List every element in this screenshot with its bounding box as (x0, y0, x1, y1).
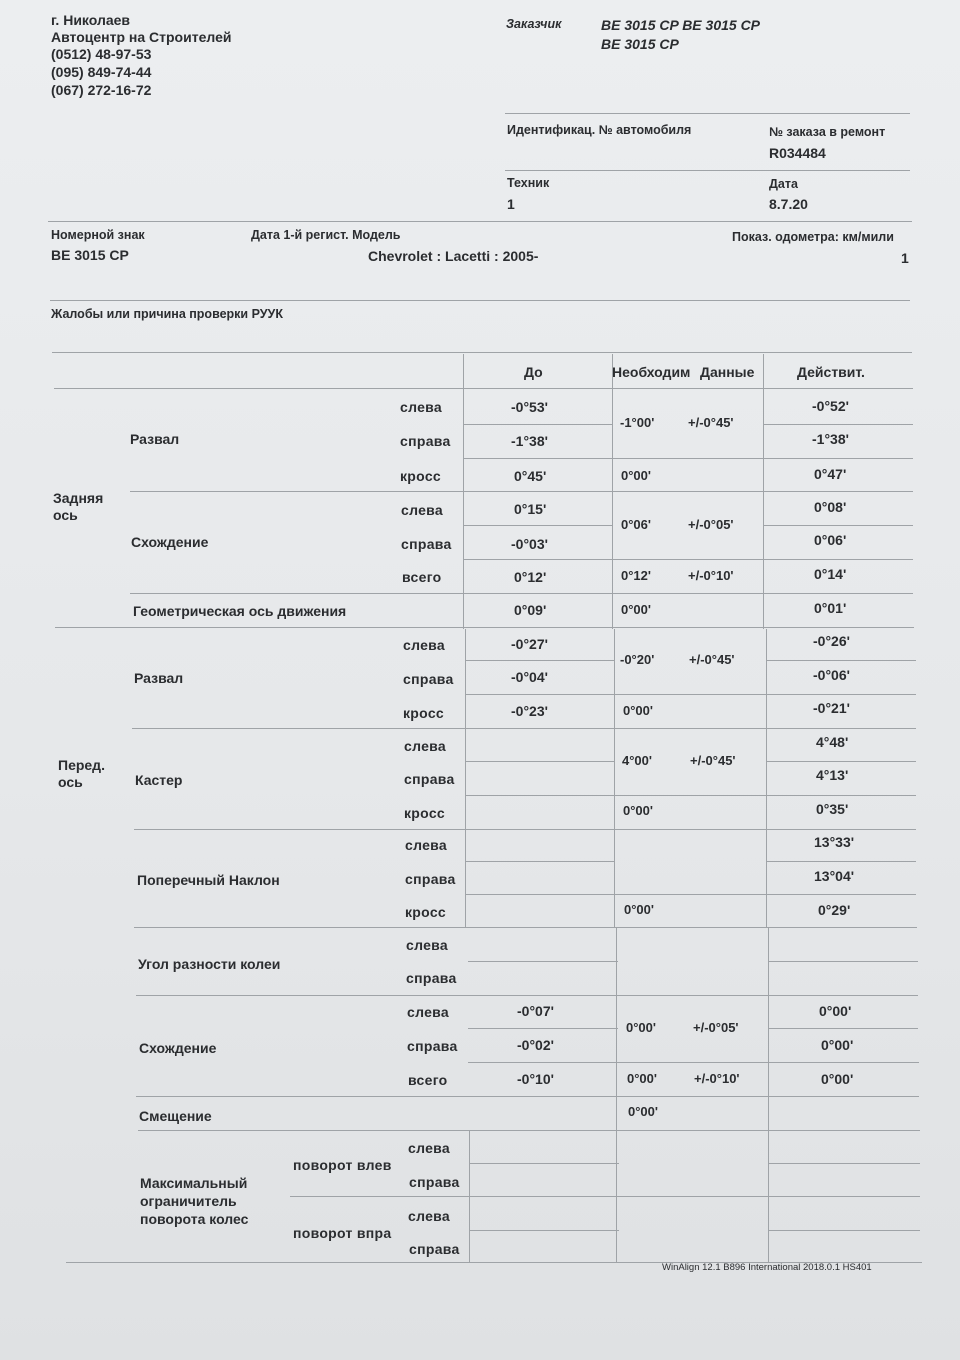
order-value: R034484 (769, 145, 826, 161)
value-cell: 0°45' (514, 468, 547, 484)
date-label: Дата (769, 177, 798, 191)
customer-label: Заказчик (506, 17, 562, 31)
reg-label: Дата 1-й регист. Модель (251, 228, 401, 242)
rear-toe-label: Схождение (131, 534, 209, 550)
row-divider (768, 1230, 920, 1231)
address-line: г. Николаев (51, 12, 131, 28)
row-divider (763, 424, 913, 425)
customer-value: BE 3015 CP BE 3015 CP (601, 17, 761, 33)
technician-value: 1 (507, 196, 515, 212)
front-axle-label: Перед. ось (58, 757, 105, 790)
value-cell: +/-0°10' (694, 1071, 740, 1086)
row-divider (130, 593, 913, 594)
value-cell: -0°03' (511, 536, 548, 552)
row-divider (469, 1230, 619, 1231)
plate-label: Номерной знак (51, 228, 145, 242)
plate-value: BE 3015 CP (51, 247, 129, 263)
value-cell: +/-0°45' (690, 753, 736, 768)
value-cell: 0°29' (818, 902, 851, 918)
column-divider (768, 927, 769, 1262)
value-cell: 4°00' (622, 753, 652, 768)
value-cell: 4°48' (816, 734, 849, 750)
value-cell: -0°04' (511, 669, 548, 685)
complaint-label: Жалобы или причина проверки РУУК (51, 307, 283, 321)
divider (505, 113, 910, 114)
row-divider (465, 694, 916, 695)
value-cell: -0°52' (812, 398, 849, 414)
row-divider (130, 491, 913, 492)
row-divider (766, 660, 916, 661)
col-actual: Действит. (797, 364, 865, 380)
odometer-label: Показ. одометра: км/мили (732, 230, 894, 244)
value-cell: +/-0°05' (688, 517, 734, 532)
value-cell: -0°02' (517, 1037, 554, 1053)
side-cross: кросс (400, 468, 441, 484)
row-divider (768, 1163, 920, 1164)
value-cell: -1°38' (812, 431, 849, 447)
value-cell: -0°27' (511, 636, 548, 652)
setback-label: Смещение (139, 1108, 212, 1124)
row-divider (766, 761, 916, 762)
side-right: справа (409, 1174, 460, 1190)
divider (505, 170, 910, 171)
column-divider (616, 927, 617, 1262)
rear-axle-label: Задняя ось (53, 490, 104, 523)
row-divider (468, 1062, 919, 1063)
row-divider (763, 525, 913, 526)
address-line: (0512) 48-97-53 (51, 46, 152, 62)
side-left: слева (405, 837, 447, 853)
value-cell: 0°00' (623, 703, 653, 718)
value-cell: 0°47' (814, 466, 847, 482)
side-total: всего (408, 1072, 448, 1088)
value-cell: 0°12' (621, 568, 651, 583)
value-cell: 0°00' (623, 803, 653, 818)
track-diff-label: Угол разности колеи (138, 956, 281, 972)
side-right: справа (401, 536, 452, 552)
value-cell: 0°12' (514, 569, 547, 585)
max-steer-label: поворота колес (140, 1211, 249, 1227)
side-right: справа (404, 771, 455, 787)
value-cell: 0°14' (814, 566, 847, 582)
side-right: справа (407, 1038, 458, 1054)
rear-camber-label: Развал (130, 431, 180, 447)
caster-label: Кастер (135, 772, 183, 788)
model-value: Chevrolet : Lacetti : 2005- (368, 248, 539, 264)
divider (50, 300, 910, 301)
side-right: справа (406, 970, 457, 986)
max-steer-label: ограничитель (140, 1193, 237, 1209)
vin-label: Идентификац. № автомобиля (507, 123, 692, 137)
address-line: (095) 849-74-44 (51, 64, 152, 80)
row-divider (465, 861, 615, 862)
side-cross: кросс (404, 805, 445, 821)
row-divider (290, 1196, 920, 1197)
value-cell: 0°06' (814, 532, 847, 548)
row-divider (463, 458, 913, 459)
row-divider (465, 795, 916, 796)
value-cell: 0°00' (628, 1104, 658, 1119)
value-cell: -1°38' (511, 433, 548, 449)
technician-label: Техник (507, 176, 550, 190)
value-cell: 0°01' (814, 600, 847, 616)
value-cell: +/-0°05' (693, 1020, 739, 1035)
side-left: слева (408, 1140, 450, 1156)
row-divider (465, 660, 615, 661)
row-divider (768, 961, 918, 962)
value-cell: -0°07' (517, 1003, 554, 1019)
row-divider (54, 388, 913, 389)
side-total: всего (402, 569, 442, 585)
row-divider (465, 761, 615, 762)
side-cross: кросс (403, 705, 444, 721)
row-divider (468, 1028, 618, 1029)
value-cell: +/-0°45' (688, 415, 734, 430)
side-left: слева (406, 937, 448, 953)
side-left: слева (401, 502, 443, 518)
row-divider (463, 559, 913, 560)
side-left: слева (403, 637, 445, 653)
side-right: справа (405, 871, 456, 887)
value-cell: 0°00' (624, 902, 654, 917)
side-left: слева (400, 399, 442, 415)
value-cell: -0°20' (620, 652, 655, 667)
value-cell: 0°00' (621, 602, 651, 617)
value-cell: 0°35' (816, 801, 849, 817)
side-left: слева (404, 738, 446, 754)
value-cell: -0°53' (511, 399, 548, 415)
value-cell: 0°00' (821, 1071, 854, 1087)
value-cell: 0°00' (819, 1003, 852, 1019)
value-cell: 0°08' (814, 499, 847, 515)
col-data: Данные (700, 364, 755, 380)
row-divider (469, 1163, 619, 1164)
footer-software: WinAlign 12.1 B896 International 2018.0.1 HS401 (662, 1262, 872, 1273)
row-divider (463, 424, 613, 425)
value-cell: -0°23' (511, 703, 548, 719)
value-cell: 13°33' (814, 834, 855, 850)
value-cell: -0°26' (813, 633, 850, 649)
value-cell: 4°13' (816, 767, 849, 783)
front-camber-label: Развал (134, 670, 184, 686)
value-cell: +/-0°10' (688, 568, 734, 583)
value-cell: 0°00' (621, 468, 651, 483)
value-cell: -0°10' (517, 1071, 554, 1087)
thrust-angle-label: Геометрическая ось движения (133, 603, 347, 619)
value-cell: 0°06' (621, 517, 651, 532)
side-right: справа (409, 1241, 460, 1257)
row-divider (134, 829, 916, 830)
column-divider (465, 629, 466, 927)
side-left: слева (408, 1208, 450, 1224)
divider (52, 352, 912, 353)
order-label: № заказа в ремонт (769, 125, 886, 139)
address-line: Автоцентр на Строителей (51, 29, 232, 45)
row-divider (136, 1096, 919, 1097)
turn-right-label: поворот впра (293, 1225, 392, 1241)
column-divider (614, 629, 615, 927)
row-divider (138, 1130, 920, 1131)
value-cell: 13°04' (814, 868, 855, 884)
value-cell: 0°00' (626, 1020, 656, 1035)
row-divider (468, 961, 618, 962)
side-cross: кросс (405, 904, 446, 920)
side-right: справа (400, 433, 451, 449)
value-cell: 0°15' (514, 501, 547, 517)
row-divider (136, 995, 918, 996)
value-cell: -0°06' (813, 667, 850, 683)
row-divider (465, 894, 916, 895)
side-right: справа (403, 671, 454, 687)
value-cell: -0°21' (813, 700, 850, 716)
column-divider (766, 629, 767, 927)
divider (48, 221, 912, 222)
value-cell: 0°00' (821, 1037, 854, 1053)
col-required: Необходим (612, 364, 691, 380)
side-left: слева (407, 1004, 449, 1020)
row-divider (55, 627, 914, 628)
odometer-value: 1 (901, 250, 909, 266)
row-divider (132, 728, 916, 729)
value-cell: +/-0°45' (689, 652, 735, 667)
value-cell: 0°09' (514, 602, 547, 618)
col-before: До (524, 364, 543, 380)
row-divider (463, 525, 613, 526)
max-steer-label: Максимальный (140, 1175, 248, 1191)
value-cell: -1°00' (620, 415, 655, 430)
row-divider (766, 861, 916, 862)
customer-value: BE 3015 CP (601, 36, 679, 52)
row-divider (768, 1028, 918, 1029)
value-cell: 0°00' (627, 1071, 657, 1086)
front-toe-label: Схождение (139, 1040, 217, 1056)
sai-label: Поперечный Наклон (137, 872, 280, 888)
turn-left-label: поворот влев (293, 1157, 392, 1173)
row-divider (134, 927, 917, 928)
date-value: 8.7.20 (769, 196, 808, 212)
address-line: (067) 272-16-72 (51, 82, 152, 98)
